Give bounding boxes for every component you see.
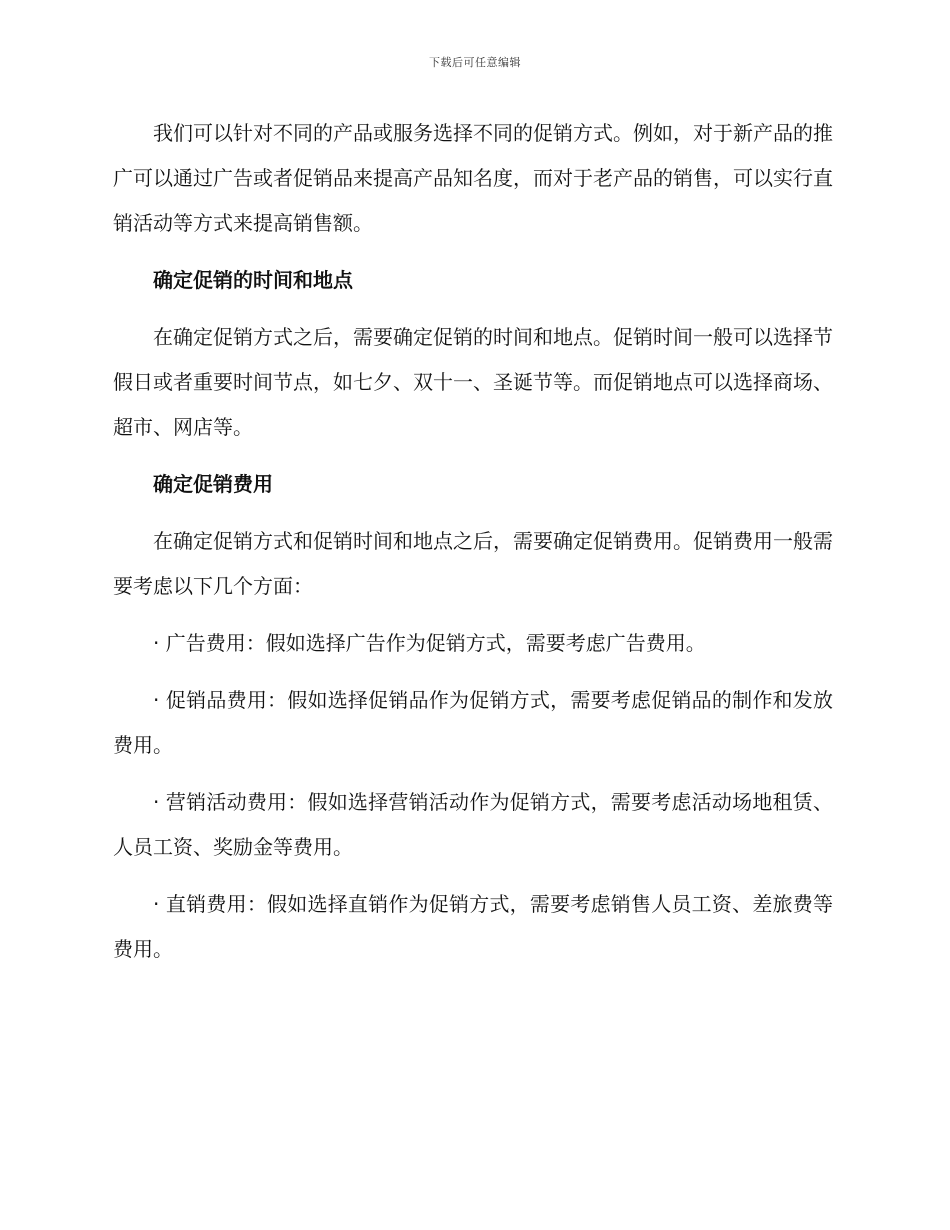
bullet-ad-cost: · 广告费用：假如选择广告作为促销方式，需要考虑广告费用。 xyxy=(153,631,706,655)
section-heading-cost: 确定促销费用 xyxy=(153,472,273,496)
paragraph-cost-intro: 在确定促销方式和促销时间和地点之后，需要确定促销费用。促销费用一般需要考虑以下几个方面： xyxy=(113,529,833,598)
paragraph-time-place: 在确定促销方式之后，需要确定促销的时间和地点。促销时间一般可以选择节假日或者重要时间节点，如七夕、双十一、圣诞节等。而促销地点可以选择商场、超市、网店等。 xyxy=(113,325,833,439)
bullet-promo-item-cost: · 促销品费用：假如选择促销品作为促销方式，需要考虑促销品的制作和发放费用。 xyxy=(113,688,833,757)
document-body xyxy=(113,111,833,984)
paragraph-promotion-methods: 我们可以针对不同的产品或服务选择不同的促销方式。例如，对于新产品的推广可以通过广告或者促销品来提高产品知名度，而对于老产品的销售，可以实行直销活动等方式来提高销售额。 xyxy=(113,121,833,235)
page-header: 下载后可任意编辑 xyxy=(429,56,521,69)
bullet-direct-sales-cost: · 直销费用：假如选择直销作为促销方式，需要考虑销售人员工资、差旅费等费用。 xyxy=(113,892,833,961)
section-heading-time-place: 确定促销的时间和地点 xyxy=(153,268,353,292)
bullet-marketing-event-cost: · 营销活动费用：假如选择营销活动作为促销方式，需要考虑活动场地租赁、人员工资、奖励金等费用。 xyxy=(113,790,833,859)
